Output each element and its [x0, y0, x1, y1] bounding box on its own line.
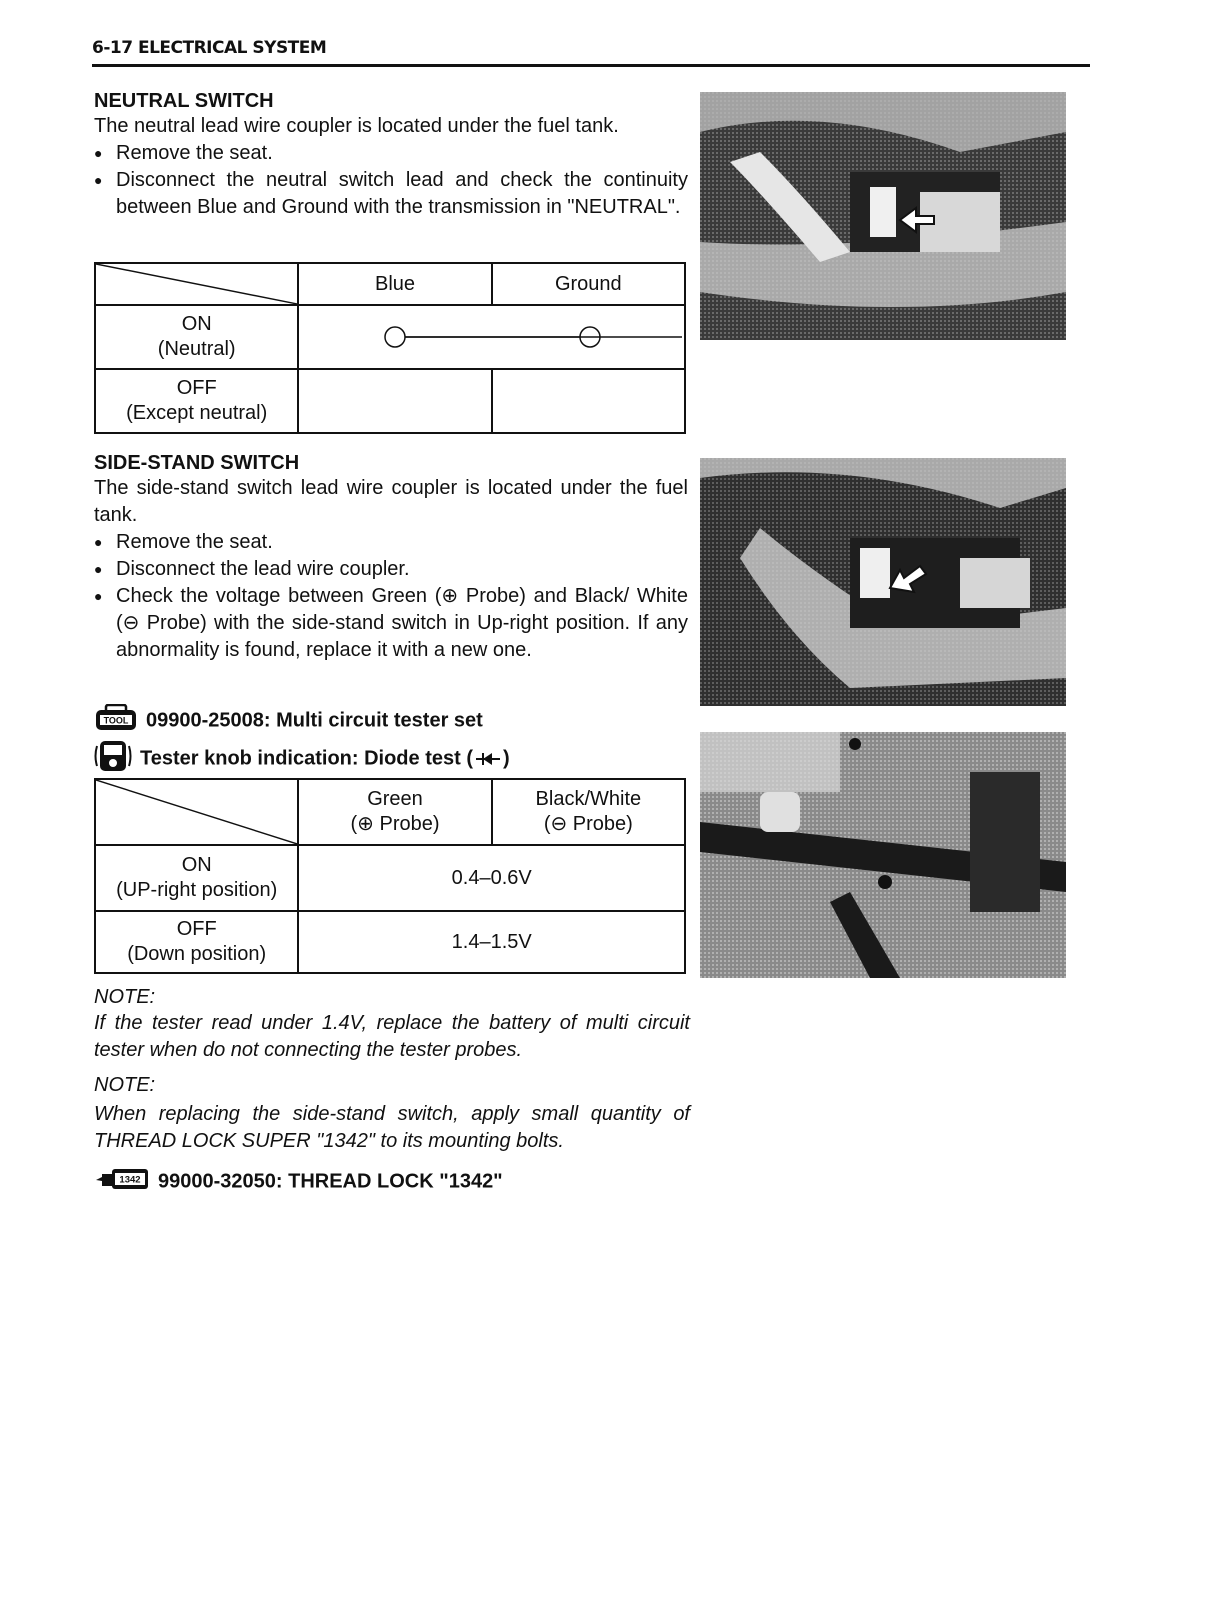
- side-stand-voltage-table: [94, 778, 686, 974]
- row-label-on-text: ON: [181, 313, 212, 335]
- side-stand-heading: SIDE-STAND SWITCH: [94, 452, 300, 474]
- row-label-on: [95, 305, 298, 369]
- note-label: NOTE:: [94, 1074, 156, 1096]
- column-header-black-white-probe: (⊖ Probe): [543, 813, 633, 835]
- column-header-black-white: [492, 779, 685, 845]
- page-header: [92, 36, 1090, 67]
- row-label-off-sub: (Except neutral): [126, 402, 268, 424]
- row-label-on-sub: (Neutral): [157, 338, 236, 360]
- neutral-intro: The neutral lead wire coupler is located under the fuel tank.: [94, 115, 619, 137]
- side-stand-step: ● Remove the seat.: [94, 529, 688, 556]
- tool-line-text: 09900-25008: Multi circuit tester set: [146, 709, 483, 732]
- continuity-indicator-cell: [298, 305, 685, 369]
- table-corner-cell: [95, 779, 298, 845]
- note-label: NOTE:: [94, 986, 156, 1008]
- column-header-green: [298, 779, 491, 845]
- row-label-off-text: OFF: [176, 377, 217, 399]
- thread-lock-icon: [94, 1166, 150, 1198]
- empty-cell: [492, 369, 685, 433]
- table-corner-cell: [95, 263, 298, 305]
- row-label-off: [95, 911, 298, 973]
- row-label-off-sub: (Down position): [127, 943, 267, 965]
- side-stand-coupler-photo: [700, 458, 1066, 706]
- empty-cell: [298, 369, 491, 433]
- neutral-switch-photo: [700, 92, 1066, 340]
- neutral-step: ● Disconnect the neutral switch lead and check the continuity between Blue and Ground with the transmission in "NEUTRAL".: [94, 167, 688, 221]
- tester-knob-text: Tester knob indication: Diode test (: [140, 747, 473, 770]
- side-stand-step: ● Check the voltage between Green (⊕ Probe) and Black/ White (⊖ Probe) with the side-stand switch in Up-right position. If any abnormality is found, replace it with a new one.: [94, 583, 688, 664]
- neutral-switch-heading: NEUTRAL SWITCH: [94, 90, 274, 112]
- row-label-on-sub: (UP-right position): [116, 879, 278, 901]
- multimeter-icon: [94, 740, 132, 778]
- neutral-switch-section: [94, 90, 688, 221]
- row-label-on-text: ON: [181, 854, 212, 876]
- svg-text:TOOL: TOOL: [103, 715, 129, 726]
- page-header-title: 6-17 ELECTRICAL SYSTEM: [92, 38, 327, 58]
- neutral-steps: [94, 140, 688, 221]
- tester-knob-end: ): [503, 747, 510, 770]
- column-header-black-white-text: Black/White: [535, 788, 642, 810]
- side-stand-step: ● Disconnect the lead wire coupler.: [94, 556, 688, 583]
- row-label-on: [95, 845, 298, 911]
- side-stand-intro: The side-stand switch lead wire coupler is located under the fuel tank.: [94, 477, 688, 526]
- diode-icon: [473, 747, 503, 769]
- row-label-off: [95, 369, 298, 433]
- neutral-step: ● Remove the seat.: [94, 140, 688, 167]
- voltage-value-off: 1.4–1.5V: [298, 911, 685, 973]
- svg-text:1342: 1342: [119, 1174, 141, 1186]
- tool-icon: [94, 704, 138, 738]
- side-stand-switch-section: [94, 452, 688, 664]
- column-header-green-probe: (⊕ Probe): [350, 813, 440, 835]
- note-text: When replacing the side-stand switch, apply small quantity of THREAD LOCK SUPER "1342" to its mounting bolts.: [94, 1103, 690, 1152]
- note-text: If the tester read under 1.4V, replace the battery of multi circuit tester when do not connecting the tester probes.: [94, 1012, 690, 1061]
- continuity-symbol: [302, 307, 682, 367]
- tool-line: [94, 704, 483, 738]
- column-header-blue: Blue: [298, 263, 491, 305]
- neutral-continuity-table: [94, 262, 686, 434]
- voltage-value-on: 0.4–0.6V: [298, 845, 685, 911]
- row-label-off-text: OFF: [176, 918, 217, 940]
- side-stand-switch-photo: [700, 732, 1066, 978]
- thread-lock-line: [94, 1166, 503, 1198]
- column-header-ground: Ground: [492, 263, 685, 305]
- side-stand-steps: [94, 529, 688, 664]
- thread-lock-text: 99000-32050: THREAD LOCK "1342": [158, 1170, 503, 1193]
- tester-knob-line: [94, 740, 510, 778]
- column-header-green-text: Green: [367, 788, 423, 810]
